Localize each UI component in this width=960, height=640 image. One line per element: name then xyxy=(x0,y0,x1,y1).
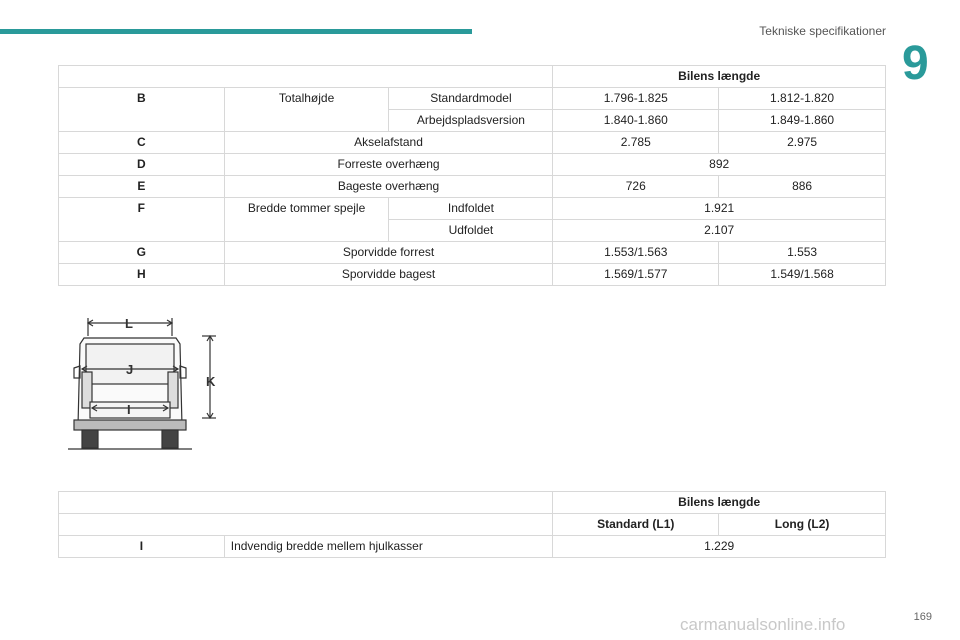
dimension-label-k: K xyxy=(206,374,216,389)
row-code: F xyxy=(59,198,225,242)
value-cell: 726 xyxy=(553,176,719,198)
row-label: Sporvidde bagest xyxy=(224,264,553,286)
value-cell: 1.229 xyxy=(553,536,886,558)
row-label: Sporvidde forrest xyxy=(224,242,553,264)
row-label: Totalhøjde xyxy=(224,88,389,132)
row-code: B xyxy=(59,88,225,132)
section-title: Tekniske specifikationer xyxy=(759,24,886,38)
dimension-label-j: J xyxy=(126,362,134,377)
value-cell: 1.921 xyxy=(553,198,886,220)
value-cell: 892 xyxy=(553,154,886,176)
value-cell: 886 xyxy=(719,176,886,198)
column-header: Bilens længde xyxy=(553,66,886,88)
value-cell: 1.553 xyxy=(719,242,886,264)
watermark: carmanualsonline.info xyxy=(680,615,846,634)
value-cell: 1.840-1.860 xyxy=(553,110,719,132)
empty-header-cell xyxy=(59,492,553,514)
value-cell: 2.107 xyxy=(553,220,886,242)
row-code: C xyxy=(59,132,225,154)
row-sublabel: Indfoldet xyxy=(389,198,553,220)
row-label: Forreste overhæng xyxy=(224,154,553,176)
row-code: H xyxy=(59,264,225,286)
empty-header-cell xyxy=(59,514,553,536)
row-code: E xyxy=(59,176,225,198)
row-label: Indvendig bredde mellem hjulkasser xyxy=(224,536,553,558)
row-sublabel: Udfoldet xyxy=(389,220,553,242)
row-code: G xyxy=(59,242,225,264)
row-code: D xyxy=(59,154,225,176)
interior-width-table xyxy=(58,491,886,558)
value-cell: 1.796-1.825 xyxy=(553,88,719,110)
value-cell: 1.553/1.563 xyxy=(553,242,719,264)
header-accent-bar xyxy=(0,29,472,34)
vehicle-rear-dimensions-figure xyxy=(60,308,230,458)
dimension-label-i: I xyxy=(127,402,131,417)
value-cell: 1.569/1.577 xyxy=(553,264,719,286)
value-cell: 1.849-1.860 xyxy=(719,110,886,132)
column-header: Bilens længde xyxy=(553,492,886,514)
row-label: Bageste overhæng xyxy=(224,176,553,198)
column-subheader: Long (L2) xyxy=(719,514,886,536)
row-code: I xyxy=(59,536,225,558)
empty-header-cell xyxy=(59,66,553,88)
row-label: Akselafstand xyxy=(224,132,553,154)
value-cell: 1.812-1.820 xyxy=(719,88,886,110)
value-cell: 2.975 xyxy=(719,132,886,154)
row-label: Bredde tommer spejle xyxy=(224,198,389,242)
page-number: 169 xyxy=(913,611,932,623)
dimension-label-l: L xyxy=(125,316,133,331)
column-subheader: Standard (L1) xyxy=(553,514,719,536)
row-sublabel: Standardmodel xyxy=(389,88,553,110)
value-cell: 1.549/1.568 xyxy=(719,264,886,286)
dimensions-table xyxy=(58,65,886,286)
van-rear-diagram xyxy=(60,308,230,458)
value-cell: 2.785 xyxy=(553,132,719,154)
chapter-number: 9 xyxy=(902,37,929,90)
row-sublabel: Arbejdspladsversion xyxy=(389,110,553,132)
